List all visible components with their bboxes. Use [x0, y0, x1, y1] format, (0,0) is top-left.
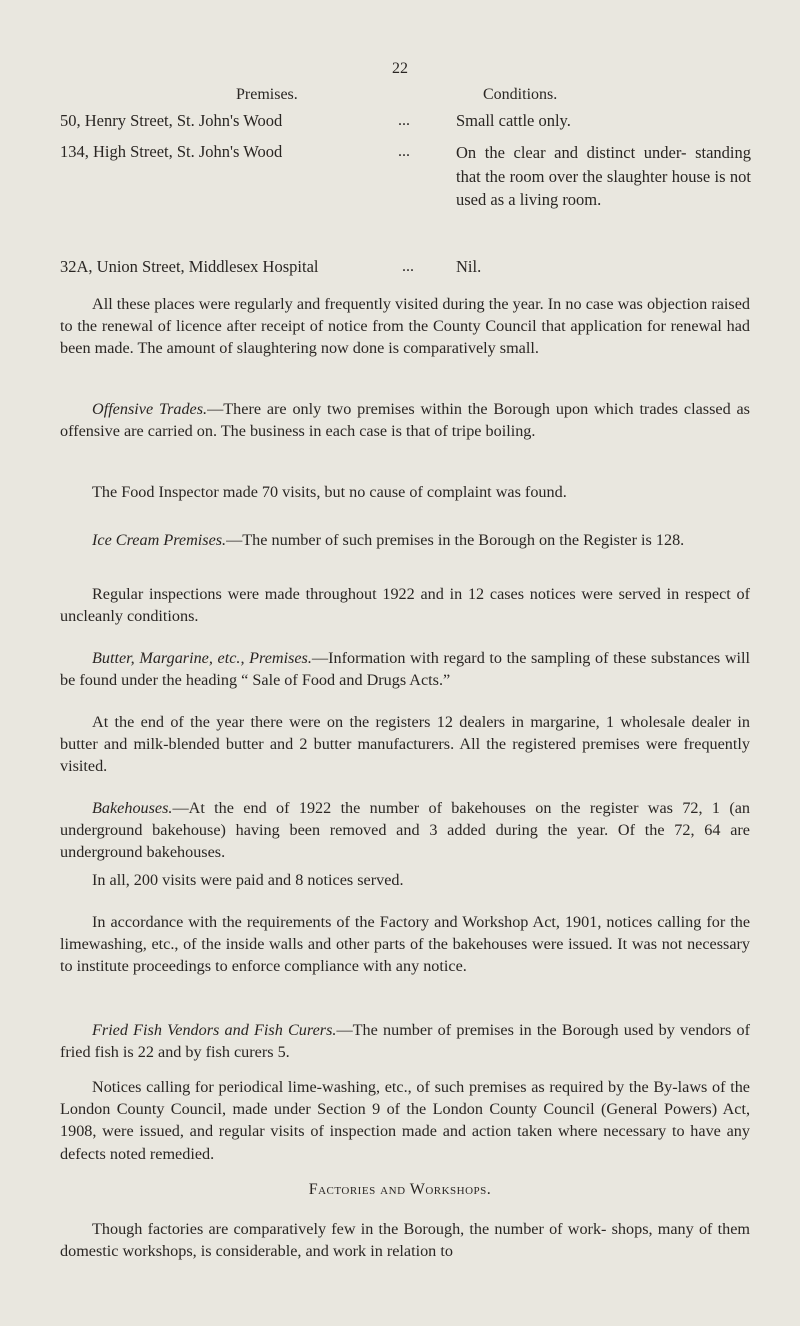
paragraph-visits: [60, 869, 750, 891]
paragraph-factories: [60, 1218, 750, 1262]
paragraph-text: In accordance with the requirements of the Factory and Workshop Act, 1901, notices calling for the limewashing, etc., of the inside walls and other parts of the bakehouses were issued. It was not necessary to institute proceedings to enforce compliance with any notice.: [60, 913, 750, 976]
paragraph-text: —The number of premises in the Borough used by vendors of fried fish is 22 and by fish curers 5.: [60, 1021, 750, 1062]
paragraph-text: —At the end of 1922 the number of bakehouses on the register was 72, 1 (an underground bakehouse) having been removed and 3 added during the year. Of the 72, 64 are underground bakehouses.: [60, 799, 750, 862]
paragraph-bakehouses: [60, 797, 750, 864]
paragraph-text: Regular inspections were made throughout 1922 and in 12 cases notices were served in respect of uncleanly conditions.: [60, 585, 750, 626]
paragraph-text: The Food Inspector made 70 visits, but no cause of complaint was found.: [92, 483, 567, 501]
table-row-conditions: Small cattle only.: [456, 111, 571, 130]
table-row-dots: ...: [398, 112, 410, 129]
paragraph-registers: [60, 711, 750, 778]
paragraph-text: All these places were regularly and frequently visited during the year. In no case was objection raised to the renewal of licence after receipt of notice from the County Council that application for renewal had been made. The amount of slaughtering now done is comparatively small.: [60, 295, 750, 358]
table-row-dots: ...: [398, 143, 410, 160]
table-row-premises: 134, High Street, St. John's Wood: [60, 142, 283, 161]
paragraph-text: In all, 200 visits were paid and 8 notices served.: [92, 871, 404, 889]
section-title: Ice Cream Premises.: [92, 531, 227, 549]
paragraph-factory-act: [60, 911, 750, 978]
section-title: Offensive Trades.: [92, 400, 208, 418]
paragraph-text: —Information with regard to the sampling of these substances will be found under the heading “ Sale of Food and Drugs Acts.”: [60, 649, 750, 690]
table-row-premises: 50, Henry Street, St. John's Wood: [60, 111, 283, 130]
paragraph-ice-cream: [60, 529, 750, 551]
paragraph-text: Notices calling for periodical lime-washing, etc., of such premises as required by the By-laws of the London County Council, made under Section 9 of the London County Council (General Powers) Act, 1908, were issued, and regular visits of inspection made and action taken where necessary to have any defects noted remedied.: [60, 1078, 750, 1163]
paragraph-text: At the end of the year there were on the registers 12 dealers in margarine, 1 wholesale dealer in butter and milk-blended butter and 2 butter manufacturers. All the registered premises were frequently visited.: [60, 713, 750, 776]
table-row-premises: 32A, Union Street, Middlesex Hospital: [60, 257, 319, 276]
paragraph-lime-washing: [60, 1076, 750, 1165]
paragraph-butter-margarine: [60, 647, 750, 691]
paragraph-text: —There are only two premises within the Borough upon which trades classed as offensive are carried on. The business in each case is that of tripe boiling.: [60, 400, 750, 441]
paragraph-regular-inspections: [60, 583, 750, 627]
paragraph-licence-renewal: [60, 293, 750, 360]
section-title: Butter, Margarine, etc., Premises.: [92, 649, 312, 667]
page-number: 22: [392, 60, 408, 77]
paragraph-food-inspector: [60, 481, 750, 503]
paragraph-fried-fish: [60, 1019, 750, 1063]
section-title: Bakehouses.: [92, 799, 173, 817]
section-heading: Factories and Workshops.: [308, 1181, 492, 1198]
premises-column-header: Premises.: [236, 86, 298, 103]
conditions-column-header: Conditions.: [483, 86, 558, 103]
section-title: Fried Fish Vendors and Fish Curers.: [92, 1021, 337, 1039]
paragraph-offensive-trades: [60, 398, 750, 442]
table-row-conditions: Nil.: [456, 257, 482, 276]
paragraph-text: —The number of such premises in the Borough on the Register is 128.: [226, 531, 685, 549]
table-row-dots: ...: [402, 258, 414, 275]
paragraph-text: Though factories are comparatively few in the Borough, the number of work- shops, many of them domestic workshops, is considerable, and work in relation to: [60, 1220, 750, 1261]
table-row-conditions: On the clear and distinct under- standing that the room over the slaughter house is not used as a living room.: [456, 143, 751, 209]
